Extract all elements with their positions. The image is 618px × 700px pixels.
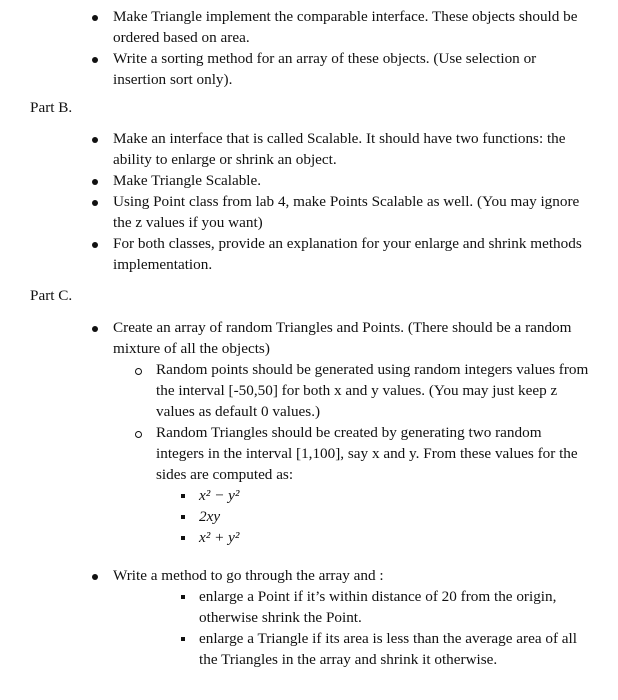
formula-item [0,485,618,506]
formula-item [0,527,618,548]
list-item [0,48,618,90]
sub-list-item [0,586,618,628]
formula-text: x² − y² [199,487,240,504]
sub-list-item [0,359,618,422]
bullet-icon [92,128,98,149]
part-a-section [0,6,618,90]
part-b-heading: Part B. [30,99,73,116]
part-b-section [0,128,618,275]
square-bullet-icon [181,506,185,527]
list-item-text: Write a method to go through the array and : [113,567,384,584]
list-item-text: For both classes, provide an explanation for your enlarge and shrink methods implementation. [113,235,582,273]
sub-list-item-text: enlarge a Triangle if its area is less than the average area of all the Triangles in the array and shrink it otherwise. [199,630,577,668]
square-bullet-icon [181,485,185,506]
sub-list-item-text: Random points should be generated using random integers values from the interval [-50,50] for both x and y values. (You may just keep z values as default 0 values.) [156,361,589,420]
formula-item [0,506,618,527]
list-item-text: Make an interface that is called Scalable. It should have two functions: the ability to enlarge or shrink an object. [113,130,566,168]
sub-list-item-text: enlarge a Point if it’s within distance of 20 from the origin, otherwise shrink the Point. [199,588,557,626]
part-c-method-list [0,565,618,670]
square-bullet-icon [181,586,185,607]
bullet-icon [92,48,98,69]
list-item [0,128,618,170]
square-bullet-icon [181,628,185,649]
sub-list-item-text: Random Triangles should be created by generating two random integers in the interval [1,100], say x and y. From these values for the sides are computed as: [156,424,578,483]
part-b-list [0,128,618,275]
part-c-section [0,317,618,548]
list-item [0,565,618,586]
list-item-text: Create an array of random Triangles and Points. (There should be a random mixture of all the objects) [113,319,572,357]
list-item [0,6,618,48]
bullet-icon [92,233,98,254]
part-a-list [0,6,618,90]
sub-list-item [0,628,618,670]
list-item [0,317,618,359]
part-c-list [0,317,618,548]
bullet-icon [92,191,98,212]
part-c-heading: Part C. [30,287,73,304]
list-item-text: Write a sorting method for an array of these objects. (Use selection or insertion sort only). [113,50,537,88]
bullet-icon [92,565,98,586]
square-bullet-icon [181,527,185,548]
circle-bullet-icon [135,422,142,443]
formula-text: x² + y² [199,529,240,546]
sub-list-item [0,422,618,485]
list-item-text: Using Point class from lab 4, make Points Scalable as well. (You may ignore the z values if you want) [113,193,580,231]
list-item [0,170,618,191]
bullet-icon [92,170,98,191]
circle-bullet-icon [135,359,142,380]
formula-text: 2xy [199,508,221,525]
part-c-method-section [0,565,618,670]
list-item-text: Make Triangle implement the comparable interface. These objects should be ordered based on area. [113,8,578,46]
bullet-icon [92,6,98,27]
list-item [0,191,618,233]
list-item-text: Make Triangle Scalable. [113,172,262,189]
bullet-icon [92,317,98,338]
list-item [0,233,618,275]
